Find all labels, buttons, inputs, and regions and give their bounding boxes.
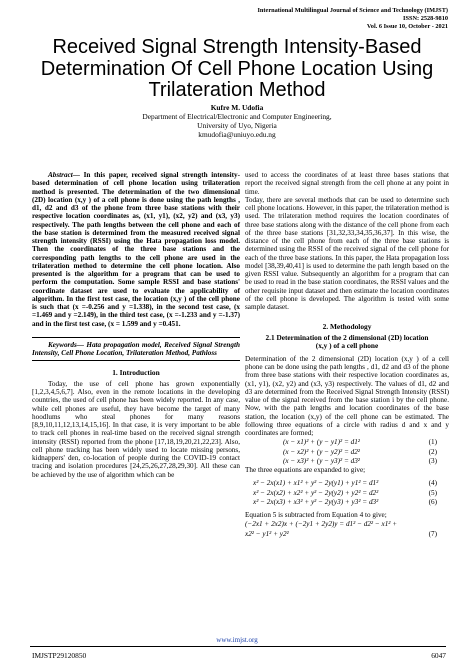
footer-page-number: 6047 xyxy=(431,651,446,660)
equation-5: x² − 2x(x2) + x2² + y² − 2y(y2) + y2² = d2² (5) xyxy=(253,488,437,497)
subsection-heading-2: (x,y ) of a cell phone xyxy=(315,341,379,351)
paper-title: Received Signal Strength Intensity-Based Determination Of Cell Phone Location Using Trilateration Method xyxy=(40,36,434,101)
footer-paper-id: IMJSTP29120850 xyxy=(32,651,87,660)
equation-6: x² − 2x(x3) + x3² + y² − 2y(y3) + y3² = d3² (6) xyxy=(253,497,437,506)
author-email[interactable]: kmudofia@uniuyo.edu.ng xyxy=(198,129,276,139)
right-column xyxy=(245,171,449,539)
author-dept: Department of Electrical/Electronic and Computer Engineering, xyxy=(142,111,332,121)
equation-7-line-1: (−2x1 + 2x2)x + (−2y1 + 2y2)y = d1² − d2² − x1² + xyxy=(245,520,398,529)
abstract-label: Abstract— xyxy=(48,171,80,179)
method-paragraph-3: Equation 5 is subtracted from Equation 4 to give; xyxy=(245,511,387,519)
abstract xyxy=(32,171,240,328)
author-block xyxy=(120,104,354,140)
intro-heading: 1. Introduction xyxy=(112,368,160,378)
subsection-heading-1: 2.1 Determination of the 2 dimensional (2D) location xyxy=(265,332,429,342)
equation-4: x² − 2x(x1) + x1² + y² − 2y(y1) + y1² = d1² (4) xyxy=(253,479,437,488)
intro-paragraph-1: Today, the use of cell phone has grown exponentially [1,2,3,4,5,6,7]. Also, even in the remote locations in the developing countries, the used of cell phone has been widely reported. In any case, while cell phones are useful, they have become the target of many hoodlums who steal phones for many reasons [8,9,10,11,12,13,14,15,16]. In that case, it is very important to be able to track cell phones in real-time based on the received signal strength intensity (RSSI) reported from the phone [17,18,19,20,21,22,23]. Also, cell phone tracking has been widely used to locate missing persons, kidnappers' den, co-location of people during the COVID-19 contact tracing and isolation procedures [24,25,26,27,28,29,30]. All these can be achieved by the use of algorithm which can be xyxy=(32,379,240,479)
author-name: Kufre M. Udofia xyxy=(210,103,264,112)
equation-3: (x − x3)² + (y − y3)² = d3² (3) xyxy=(283,456,437,465)
keywords-rule-top xyxy=(32,337,240,338)
keywords: Keywords— Hata propagation model, Received Signal Strength Intensity, Cell Phone Location, Trilateration Method, Pathloss xyxy=(32,340,240,357)
equation-2: (x − x2)² + (y − y2)² = d2² (2) xyxy=(283,447,437,456)
method-paragraph-2: The three equations are expanded to give; xyxy=(245,466,366,474)
abstract-text: In this paper, received signal strength intensity-based determination of cell phone location using trilateration method is presented. The determination of the two dimensional (2D) location (x,y ) of a cell phone is done using the path lengths , d1, d2 and d3 of the phone from three base stations with their respective location coordinates as, (x1, y1), (x2, y2) and (x3, y3) respectively. The path lengths between the cell phone and each of the base station is determined from the measured received signal strength intensity (RSSI) using the Hata propagation loss model. Then the coordinates of the three base stations and the corresponding path lengths to the cell phone are used in the trilateration method to determine the cell phone location. Also presented is the algorithm for a program that can be used to perform the computation. Some sample RSSI and base stations' coordinate dataset are used to evaluate the applicability of algorithm. In the first test case, the location (x,y ) of the cell phone is such that (x =-0.256 and y =1.338), in the second test case, (x =1.469 and y =2.149), in the third test case, (x =-1.233 and y =-1.37) and in the first test case, (x = 1.599 and y =0.451. xyxy=(32,171,240,328)
equation-7-line-2: x2² − y1² + y2² (7) xyxy=(245,529,437,538)
intro-paragraph-2: used to access the coordinates of at least three bases stations that report the received signal strength from the cell phone at any point in time. xyxy=(245,171,449,196)
journal-header xyxy=(148,7,448,32)
journal-volume: Vol. 6 Issue 10, October - 2021 xyxy=(366,23,448,31)
methodology-heading: 2. Methodology xyxy=(322,322,372,332)
journal-name: International Multilingual Journal of Science and Technology (IMJST) xyxy=(257,7,448,14)
footer-url[interactable]: www.imjst.org xyxy=(216,636,258,644)
method-paragraph-1: Determination of the 2 dimensional (2D) location (x,y ) of a cell phone can be done using the path lengths , d1, d2 and d3 of the phone from three base stations with their respective location coordinates as, (x1, y1), (x2, y2) and (x3, y3) respectively. The values of d1, d2 and d3 are determined from the Received Signal Strength Intensity (RSSI) value of the signal received from the base station i by the cell phone. Now, with the path lengths and location coordinates of the base station, the location (x,y) of the cell phone can be estimated. The following three equations of a circle with radius d and x and y coordinates are formed; xyxy=(245,354,449,437)
intro-paragraph-3: Today, there are several methods that can be used to determine such cell phone locations. However, in this paper, the trilateration method is used. The trilateration method requires the location coordinates of three base stations along with the distance of the cell phone from each of the three base stations [31,32,33,34,35,36,37]. In this wise, the distance of the cell phone from each of the three base stations is determined using the RSSI of the received signal of the cell phone for each of the three base stations. In this paper, the Hata propagation loss model [38,39,40,41] is used to determine the path length based on the given RSSI value. Subsequently an algorithm for a program that can be used to read in the base station coordinates, the RSSI values and the other requisite input dataset and then estimate the location coordinates of the cell phone is developed. The algorithm is tested with some sample dataset. xyxy=(245,195,449,311)
left-column xyxy=(32,171,240,479)
equation-1: (x − x1)² + (y − y1)² = d1² (1) xyxy=(283,438,437,447)
journal-issn: ISSN: 2528-9810 xyxy=(403,15,448,23)
author-univ: University of Uyo, Nigeria xyxy=(197,120,277,130)
footer-rule xyxy=(30,646,446,647)
keywords-rule-bottom xyxy=(32,360,240,361)
